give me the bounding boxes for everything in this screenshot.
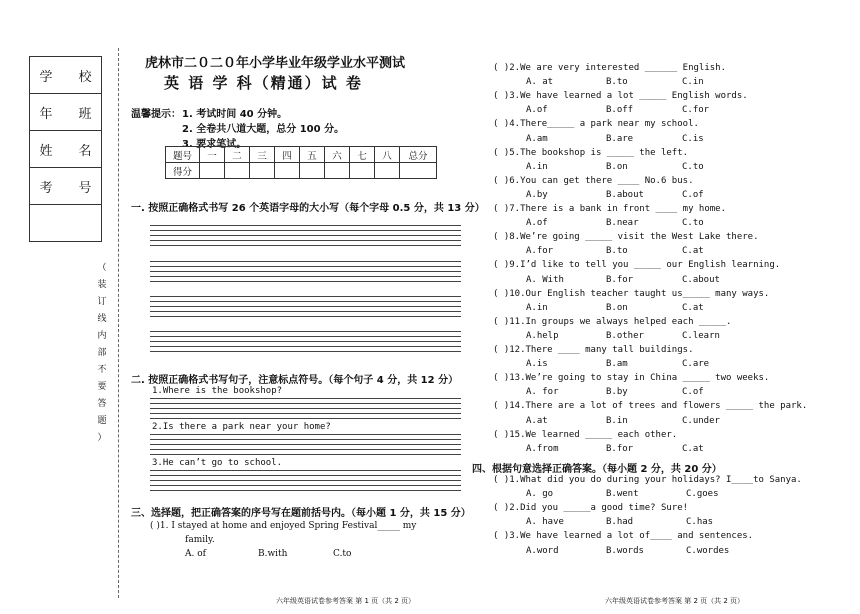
score-header-cell: 三 [250, 147, 275, 163]
question-12: ( )12.There ____ many tall buildings. [493, 345, 694, 355]
answer-bracket[interactable]: ( )1. [150, 521, 169, 531]
writing-lines[interactable] [150, 434, 461, 455]
option-a: A. have [526, 517, 564, 528]
option-c: C.about [682, 274, 720, 285]
s4-question-3: ( )3.We have learned a lot of____ and sentences. [493, 531, 754, 542]
option-a: A.at [526, 415, 548, 426]
question-13: ( )13.We’re going to stay in China _____ two weeks. [493, 373, 770, 384]
score-header-cell: 八 [375, 147, 400, 163]
score-table-score-row [166, 163, 437, 179]
option-a: A. at [526, 77, 554, 88]
option-c: C.wordes [686, 545, 730, 556]
option-c: C.in [682, 77, 704, 88]
option-a: A.word [526, 545, 559, 556]
option-b: B.for [606, 274, 634, 285]
writing-lines[interactable] [150, 470, 461, 491]
writing-lines[interactable] [150, 261, 461, 282]
question-9: ( )9.I’d like to tell you _____ our English learning. [493, 260, 781, 271]
score-cell[interactable] [375, 163, 400, 179]
s4-question-1: ( )1.What did you do during your holidays? I____to Sanya. [493, 475, 802, 485]
question-7: ( )7.There is a bank in front ____ my home. [493, 204, 726, 214]
score-cell[interactable] [250, 163, 275, 179]
tip-item: 1. 考试时间 40 分钟。 [182, 109, 288, 120]
option-c: C.at [682, 246, 704, 257]
s4-question-2: ( )2.Did you _____a good time? Sure! [493, 503, 689, 514]
exam-number-field-label: 考 号 [30, 168, 101, 205]
sentence-prompt: 3.He can’t go to school. [152, 458, 283, 468]
option-b: B.words [606, 545, 644, 556]
score-cell[interactable] [400, 163, 437, 179]
side-note-char: ） [97, 433, 107, 443]
side-note-char: 线 [97, 314, 107, 324]
side-note-char: 内 [97, 331, 107, 341]
exam-number-blank[interactable] [30, 205, 101, 241]
side-note-char: 部 [97, 348, 107, 358]
score-header-cell: 七 [350, 147, 375, 163]
option-a: A. go [526, 489, 554, 500]
option-a: A. With [526, 274, 564, 285]
side-note-char: （ [97, 263, 107, 273]
score-cell[interactable] [350, 163, 375, 179]
option-b: B.off [606, 105, 634, 116]
question-10: ( )10.Our English teacher taught us_____ many ways. [493, 288, 770, 299]
option-c: C.goes [686, 489, 719, 500]
section-4-heading: 四、根据句意选择正确答案。（每小题 2 分，共 20 分） [472, 464, 722, 475]
option-a: A.is [526, 359, 548, 370]
option-b: B.am [606, 359, 628, 370]
option-a: A. for [526, 387, 559, 398]
section-2-heading: 二. 按照正确格式书写句子，注意标点符号。（每个句子 4 分，共 12 分） [131, 375, 459, 386]
option-b: B.to [606, 246, 628, 257]
question-text-cont: family. [185, 535, 215, 545]
option-c: C.has [686, 517, 714, 528]
side-note-char: 题 [97, 416, 107, 426]
option-a: A.help [526, 330, 559, 341]
option-b: B.other [606, 330, 644, 341]
option-c: C.of [682, 387, 704, 398]
sentence-prompt: 2.Is there a park near your home? [152, 422, 331, 432]
option-b: B.are [606, 133, 634, 144]
score-cell[interactable] [225, 163, 250, 179]
score-header-cell: 一 [200, 147, 225, 163]
side-note-char: 装 [97, 280, 107, 290]
binding-line-note [95, 260, 109, 447]
section-3-heading: 三、选择题，把正确答案的序号写在题前括号内。（每小题 1 分，共 15 分） [131, 508, 471, 519]
option-c: C.to [682, 161, 704, 172]
option-b: B.about [606, 189, 644, 200]
option-c: C.of [682, 189, 704, 200]
option-a: A.for [526, 246, 554, 257]
question-5: ( )5.The bookshop is _____ the left. [493, 147, 689, 158]
score-table [165, 146, 437, 179]
option-c: C.learn [682, 330, 720, 341]
question-4: ( )4.There_____ a park near my school. [493, 119, 699, 130]
option-b: B.with [258, 549, 288, 559]
score-row-label: 得分 [166, 163, 200, 179]
option-a: A.am [526, 133, 548, 144]
exam-title: 虎林市二０二０年小学毕业年级学业水平测试 [145, 56, 406, 71]
question-15: ( )15.We learned _____ each other. [493, 429, 678, 440]
option-b: B.for [606, 443, 634, 454]
side-note-char: 不 [97, 365, 107, 375]
option-b: B.by [606, 387, 628, 398]
class-field-label: 年 班 [30, 94, 101, 131]
option-b: B.in [606, 415, 628, 426]
score-cell[interactable] [200, 163, 225, 179]
option-a: A.in [526, 161, 548, 172]
side-note-char: 要 [97, 382, 107, 392]
option-c: C.are [682, 359, 710, 370]
school-field-label: 学 校 [30, 57, 101, 94]
score-header-cell: 四 [275, 147, 300, 163]
score-header-cell: 六 [325, 147, 350, 163]
option-c: C.for [682, 105, 710, 116]
question-6: ( )6.You can get there ____ No.6 bus. [493, 175, 694, 186]
option-b: B.near [606, 218, 639, 229]
score-cell[interactable] [300, 163, 325, 179]
writing-lines[interactable] [150, 331, 461, 352]
tips-label: 温馨提示： [131, 109, 181, 120]
score-cell[interactable] [325, 163, 350, 179]
question-8: ( )8.We’re going _____ visit the West Lake there. [493, 232, 759, 243]
question-14: ( )14.There are a lot of trees and flowers _____ the park. [493, 401, 808, 412]
option-b: B.had [606, 517, 634, 528]
side-note-char: 答 [97, 399, 107, 409]
writing-lines[interactable] [150, 296, 461, 317]
page-footer-right: 六年级英语试卷参考答案 第 2 页（共 2 页） [605, 597, 745, 605]
option-c: C.under [682, 415, 720, 426]
option-a: A. of [185, 549, 206, 559]
name-field-label: 姓 名 [30, 131, 101, 168]
option-a: A.of [526, 105, 548, 116]
score-header-cell: 五 [300, 147, 325, 163]
section-1-heading: 一. 按照正确格式书写 26 个英语字母的大小写（每个字母 0.5 分，共 13 分） [131, 203, 485, 214]
side-note-char: 订 [97, 297, 107, 307]
score-header-cell: 总分 [400, 147, 437, 163]
option-b: B.on [606, 161, 628, 172]
score-cell[interactable] [275, 163, 300, 179]
writing-lines[interactable] [150, 225, 461, 246]
option-b: B.to [606, 77, 628, 88]
option-b: B.on [606, 302, 628, 313]
tip-item: 2. 全卷共八道大题，总分 100 分。 [182, 124, 345, 135]
student-info-box [29, 56, 102, 242]
option-c: C.to [333, 549, 352, 559]
exam-subtitle: 英 语 学 科（精通）试 卷 [164, 74, 363, 92]
question-1 [150, 521, 416, 531]
score-header-cell: 二 [225, 147, 250, 163]
question-11: ( )11.In groups we always helped each _____. [493, 316, 732, 327]
option-c: C.at [682, 302, 704, 313]
option-a: A.by [526, 189, 548, 200]
tip-item: 3. 要求笔试。 [182, 139, 247, 150]
score-table-header-row [166, 147, 437, 163]
option-c: C.to [682, 218, 704, 229]
question-2: ( )2.We are very interested ______ English. [493, 63, 726, 73]
option-b: B.went [606, 489, 639, 500]
page-footer-left: 六年级英语试卷参考答案 第 1 页（共 2 页） [276, 597, 416, 605]
option-c: C.at [682, 443, 704, 454]
binding-line [118, 48, 119, 598]
option-a: A.in [526, 302, 548, 313]
question-3: ( )3.We have learned a lot _____ English words. [493, 91, 748, 102]
writing-lines[interactable] [150, 398, 461, 419]
option-c: C.is [682, 133, 704, 144]
sentence-prompt: 1.Where is the bookshop? [152, 386, 283, 396]
score-header-cell: 题号 [166, 147, 200, 163]
option-a: A.of [526, 218, 548, 229]
question-text: I stayed at home and enjoyed Spring Festival_____ my [171, 521, 417, 531]
option-a: A.from [526, 443, 559, 454]
